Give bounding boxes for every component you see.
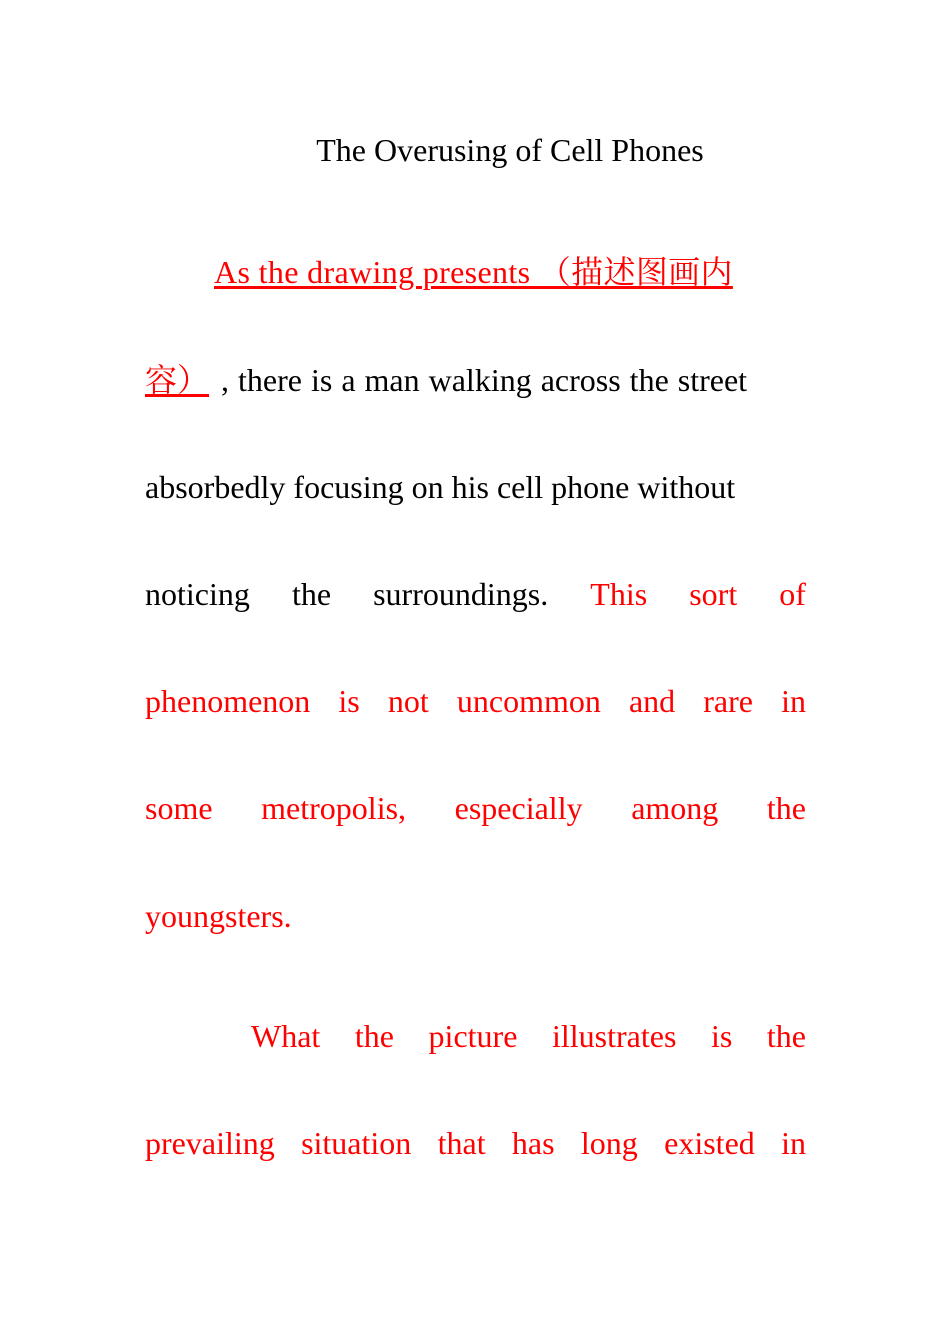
word: uncommon [456, 683, 601, 719]
word: not [387, 683, 429, 719]
line-text: , there is a man walking across the street [221, 362, 748, 398]
word: metropolis, [261, 790, 407, 826]
paragraph-2-line-1 [251, 1014, 806, 1058]
paragraph-1-line-5 [145, 679, 806, 723]
word: especially [454, 790, 583, 826]
word: in [781, 1125, 806, 1161]
word: has [511, 1125, 555, 1161]
word: is [710, 1018, 733, 1054]
paragraph-1-line-6 [145, 786, 806, 830]
underlined-prompt-text-end: 容） [145, 361, 210, 399]
word: noticing [145, 576, 250, 612]
word: situation [301, 1125, 412, 1161]
word: rare [703, 683, 753, 719]
word: existed [664, 1125, 755, 1161]
paragraph-1-line-1 [214, 250, 806, 294]
word: picture [428, 1018, 518, 1054]
paragraph-1-line-2 [145, 358, 806, 402]
word: What [251, 1018, 321, 1054]
word: long [580, 1125, 638, 1161]
word: sort [689, 576, 738, 612]
word: is [338, 683, 360, 719]
word: among [631, 790, 719, 826]
word: that [437, 1125, 486, 1161]
paragraph-1-line-3 [145, 465, 806, 509]
paragraph-1-line-4 [145, 572, 806, 616]
word: the [766, 790, 806, 826]
underlined-prompt-text: As the drawing presents （描述图画内 [214, 254, 733, 290]
word: some [145, 790, 213, 826]
line-text: absorbedly focusing on his cell phone without [145, 469, 736, 505]
word: the [354, 1018, 394, 1054]
word: prevailing [145, 1125, 275, 1161]
word: This [590, 576, 648, 612]
paragraph-2-line-2 [145, 1121, 806, 1165]
word: illustrates [551, 1018, 677, 1054]
word: of [779, 576, 806, 612]
word: and [628, 683, 676, 719]
word: the [766, 1018, 806, 1054]
word: phenomenon [145, 683, 311, 719]
document-title: The Overusing of Cell Phones [316, 132, 704, 168]
word: surroundings. [373, 576, 549, 612]
word: in [781, 683, 806, 719]
paragraph-1-line-7 [145, 894, 806, 938]
line-text: youngsters. [145, 898, 292, 934]
word: the [291, 576, 332, 612]
